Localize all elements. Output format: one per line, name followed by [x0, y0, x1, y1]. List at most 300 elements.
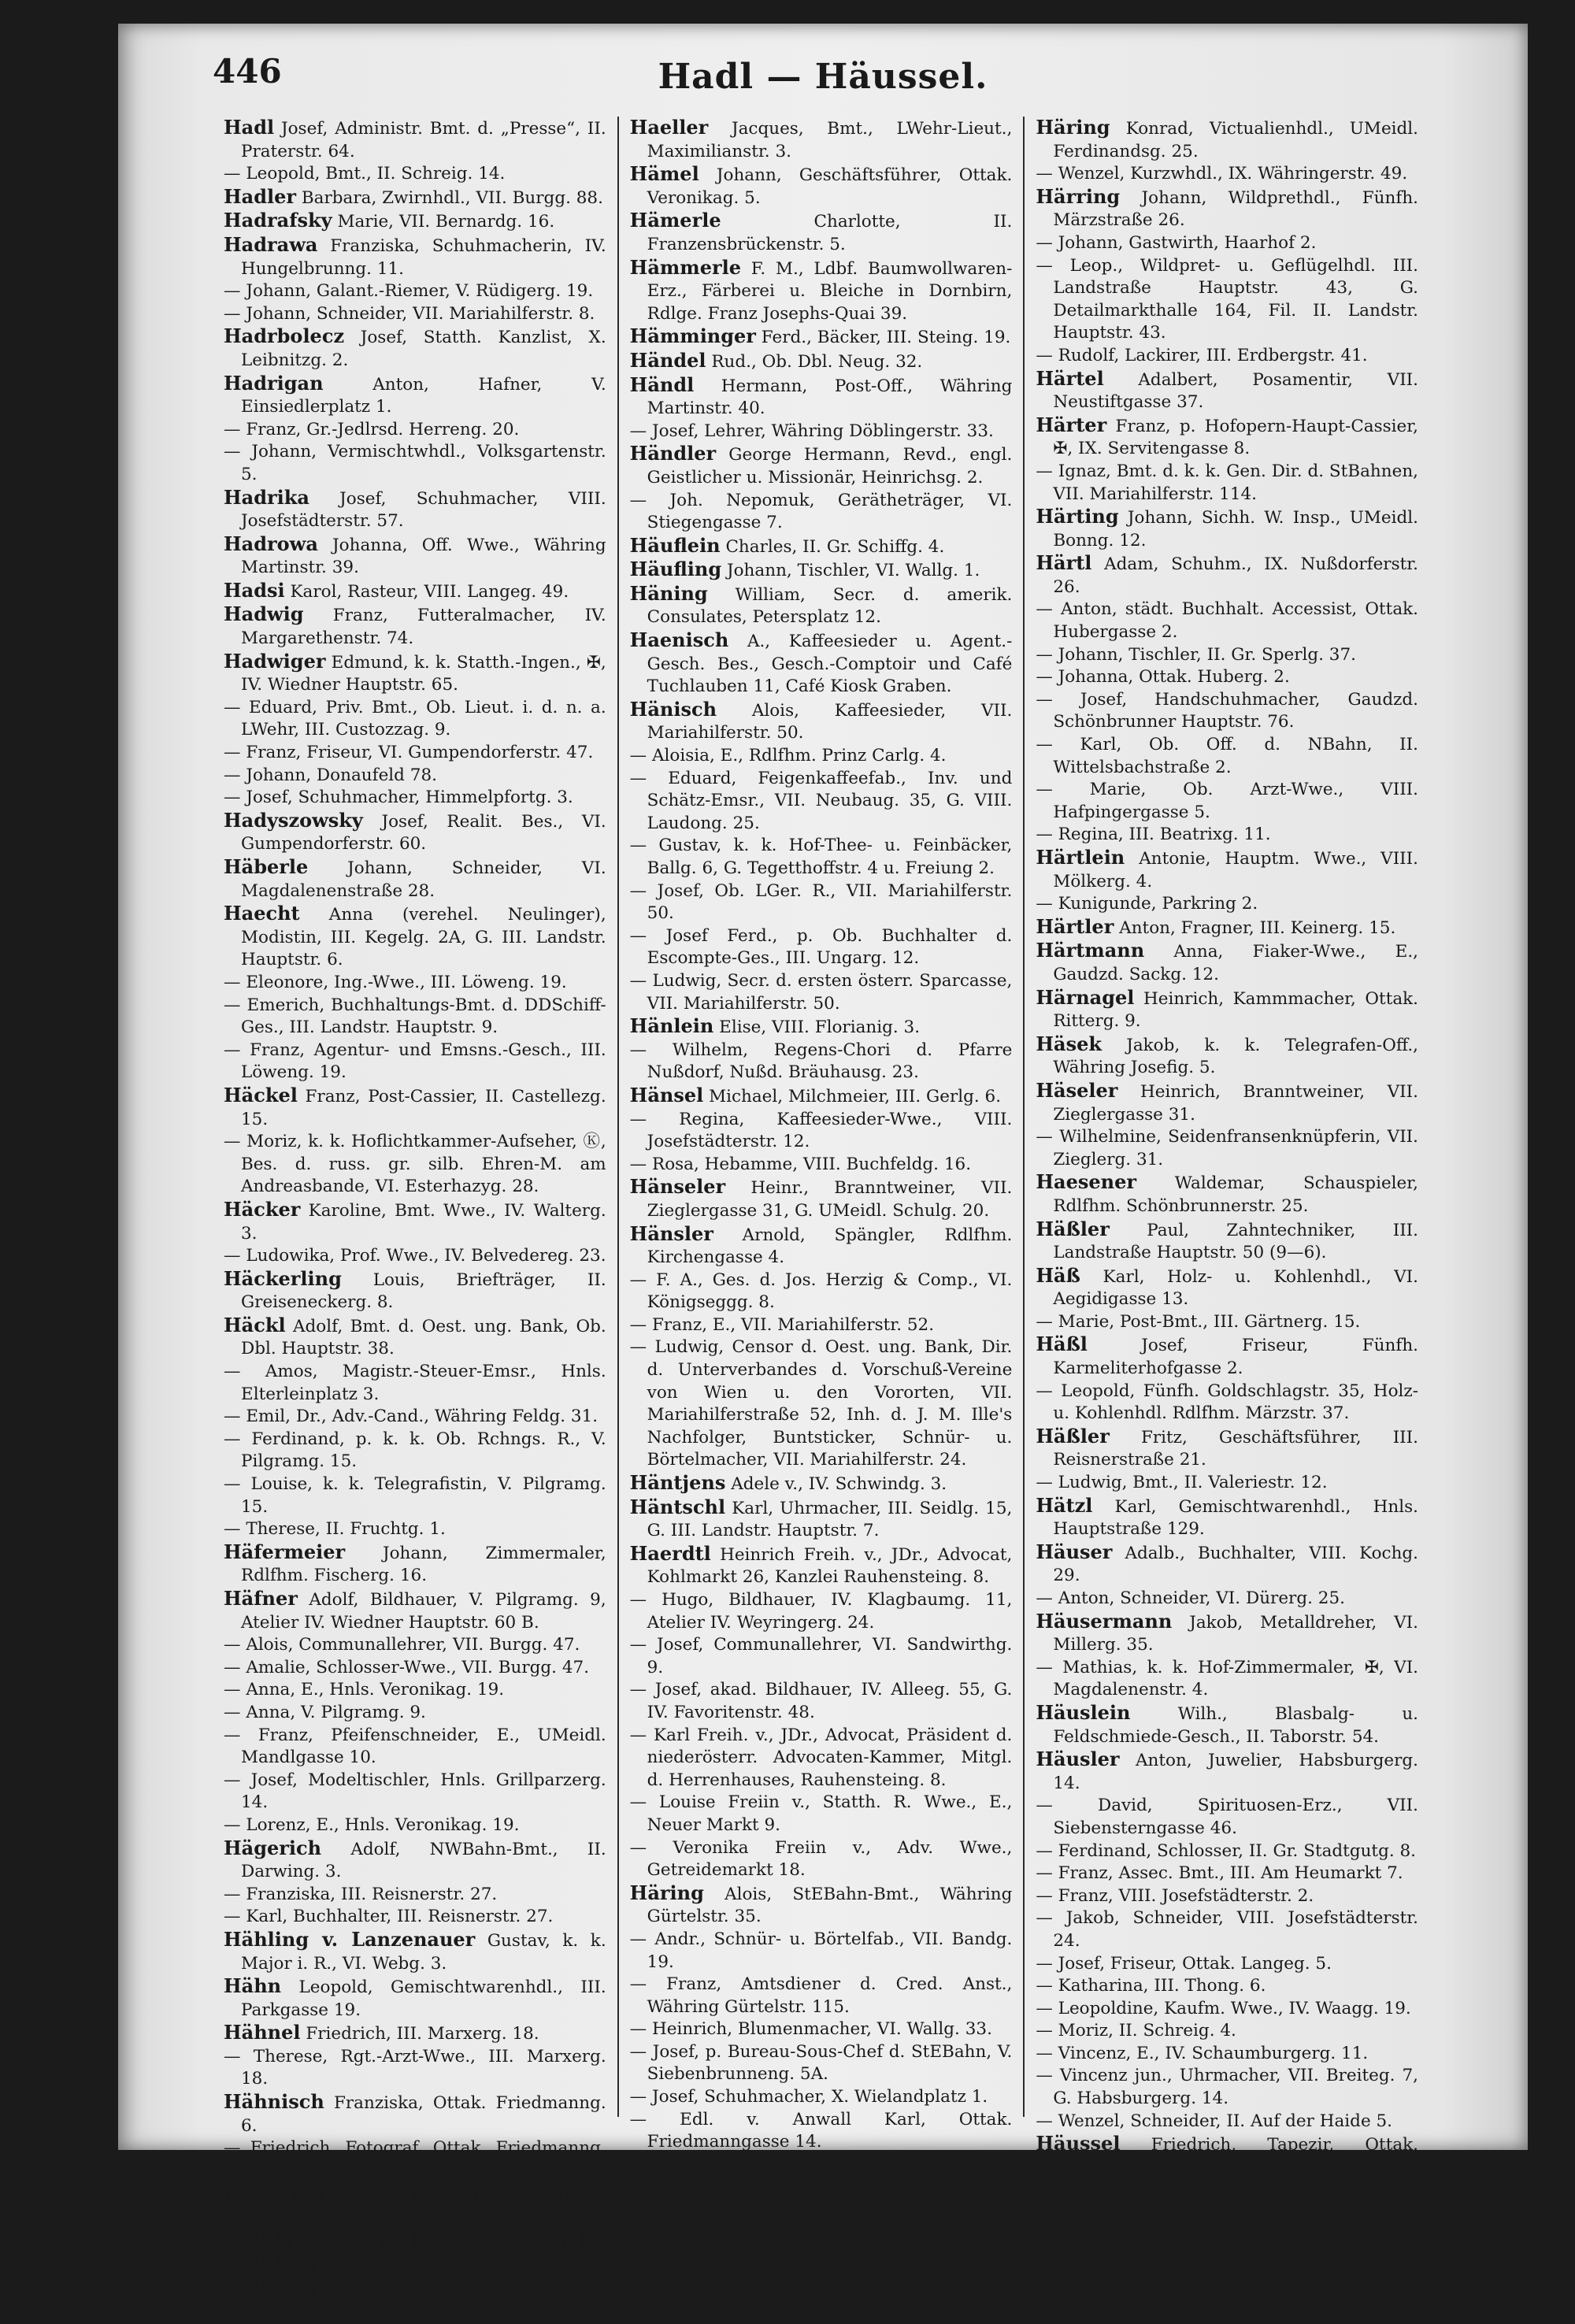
entry-details: Josef, Schuhmacher, VIII. Josefstädterstr. 57. [241, 488, 606, 532]
directory-entry [224, 1361, 606, 1406]
directory-entry [630, 1154, 1013, 1177]
entry-surname: Hägerich [224, 1836, 322, 1859]
entry-details: — Regina, III. Beatrixg. 11. [1036, 825, 1271, 845]
entry-details: — Kunigunde, Parkring 2. [1036, 894, 1258, 914]
directory-entry [630, 2109, 1013, 2154]
entry-details: Josef, Statth. Kanzlist, X. Leibnitzg. 2. [241, 328, 606, 370]
entry-details: Friedrich, III. Marxerg. 18. [300, 2024, 539, 2044]
entry-details: — Franz, Pfeifenschneider, E., UMeidl. Mandlgasse 10. [224, 1725, 606, 1768]
directory-entry [630, 535, 1013, 559]
entry-surname: Häuser [1036, 1540, 1113, 1563]
directory-entry [224, 2182, 606, 2229]
entry-surname: Häsek [1036, 1032, 1102, 1055]
directory-entry [224, 856, 606, 903]
directory-entry [224, 1702, 606, 1725]
directory-entry [1036, 666, 1418, 689]
entry-surname: Haenisch [629, 628, 729, 652]
entry-surname: Hähnel [224, 2021, 301, 2044]
entry-details: Josef, Friseur, Fünfh. Karmeliterhofgasse 2. [1053, 1336, 1419, 1379]
entry-surname: Hälkisch [224, 2252, 317, 2276]
directory-entry [224, 1679, 606, 1702]
entry-details: — Anna, V. Pilgramg. 9. [224, 1702, 426, 1722]
entry-details: — Franz, Assec. Bmt., III. Am Heumarkt 7. [1036, 1863, 1403, 1884]
entry-details: Johann, Schneider, VI. Magdalenenstraße 28. [241, 858, 606, 901]
directory-entry [630, 2086, 1013, 2109]
directory-entry [1036, 1381, 1418, 1425]
directory-entry [224, 2229, 606, 2254]
directory-entry [224, 2137, 606, 2182]
entry-surname: Häßler [1036, 1424, 1110, 1447]
directory-entry [1036, 1541, 1418, 1588]
entry-details: — Josef, Schuhmacher, Himmelpfortg. 3. [224, 788, 573, 808]
directory-entry [1036, 506, 1418, 552]
entry-details: — Eduard, Feigenkaffeefab., Inv. und Schätz-Emsr., VII. Neubaug. 35, G. VIII. Laudong. 25. [629, 768, 1013, 833]
entry-details: Arnold, Spängler, Rdlfhm. Kirchengasse 4. [647, 1225, 1013, 1268]
directory-entry [224, 1588, 606, 1634]
entry-details: — Therese, II. Fruchtg. 1. [224, 1519, 446, 1540]
directory-entry [630, 1084, 1013, 1109]
entry-details: — Wenzel, Kurzwhdl., IX. Währingerstr. 49. [1036, 164, 1408, 184]
directory-entry [630, 925, 1013, 970]
entry-surname: Haesener [1036, 1170, 1136, 1194]
directory-entry [1036, 345, 1418, 368]
directory-entry [1036, 2020, 1418, 2043]
entry-details: Adolf, Bmt. d. Oest. ung. Bank, Ob. Dbl. Hauptstr. 38. [241, 1316, 606, 1359]
entry-details: — Karl, Ob. Off. d. NBahn, II. Wittelsbachstraße 2. [1036, 735, 1419, 777]
directory-entry [224, 1199, 606, 1245]
entry-surname: Häntschl [629, 1495, 726, 1518]
directory-entry [224, 765, 606, 788]
entry-details: Konrad, Victualienhdl., UMeidl. Ferdinandsg. 25. [1053, 119, 1419, 161]
entry-details: Elise, VIII. Florianig. 3. [713, 1017, 921, 1038]
entry-details: — Josef, p. Bureau-Sous-Chef d. StEBahn, V. Siebenbrunneng. 5A. [629, 2041, 1013, 2085]
directory-entry [630, 1882, 1013, 1929]
entry-details: — Jakob, Schneider, VIII. Josefstädterstr. 24. [1036, 1908, 1419, 1951]
entry-surname: Häßler [1036, 1217, 1110, 1240]
directory-entry [1036, 232, 1418, 255]
entry-surname: Härtmann [1036, 939, 1145, 962]
column-left [213, 116, 617, 2322]
entry-details: Adalbert, Posamentir, VII. Neustiftgasse 37. [1053, 369, 1419, 413]
directory-entry [224, 1541, 606, 1588]
entry-surname: Hähn [224, 1974, 282, 1998]
entry-surname: Hälbig [224, 2228, 295, 2252]
entry-details: Friedrich, Tapezir, Ottak. Abelegasse 18. [1053, 2135, 1419, 2178]
entry-details: Anton, Hafner, V. Einsiedlerplatz 1. [241, 374, 606, 417]
directory-entry [630, 1314, 1013, 1337]
entry-details: — Friedrich, Fotograf, Ottak. Friedmanng. 6. [224, 2138, 606, 2181]
entry-details: Adam, Schuhm., IX. Nußdorferstr. 26. [1053, 554, 1419, 597]
directory-entry [224, 1406, 606, 1429]
entry-surname: Händel [629, 348, 706, 372]
directory-entry [1036, 2111, 1418, 2133]
directory-entry [630, 257, 1013, 326]
entry-details: Arnold, Priv. Bmt., V. Spengerg. 1. [295, 2231, 594, 2252]
entry-details: — Johann, Galant.-Riemer, V. Rüdigerg. 19. [224, 281, 594, 302]
directory-entry [1036, 186, 1418, 232]
directory-entry [1036, 1495, 1418, 1541]
entry-details: — Hugo, Bildhauer, IV. Klagbaumg. 11, Atelier IV. Weyringerg. 24. [629, 1590, 1013, 1633]
directory-entry [224, 1634, 606, 1657]
directory-entry [224, 2278, 606, 2324]
directory-entry [630, 1336, 1013, 1472]
directory-entry [1036, 940, 1418, 986]
directory-entry [1036, 1311, 1418, 1334]
entry-details: Josef, Realit. Bes., VI. Gumpendorferstr. 60. [241, 811, 606, 854]
entry-details: — Anna, E., Hnls. Veronikag. 19. [224, 1680, 505, 1700]
directory-entry [224, 1040, 606, 1084]
directory-entry [630, 163, 1013, 209]
entry-details: Gustav, k. k. Major i. R., VI. Webg. 3. [241, 1930, 606, 1974]
directory-entry [1036, 1610, 1418, 1657]
directory-entry [1036, 1998, 1418, 2021]
entry-surname: Hadsi [224, 578, 285, 602]
entry-details: — Alois, Communallehrer, VII. Burgg. 47. [224, 1635, 580, 1655]
entry-details: F. M., Ldbf. Baumwollwaren-Erz., Färberei u. Bleiche in Dornbirn, Rdlge. Franz Josephs-Quai 39. [647, 258, 1013, 324]
entry-details: Anna (verehel. Neulinger), Modistin, III. Kegelg. 2A, G. III. Landstr. Hauptstr. 6. [241, 905, 606, 970]
entry-surname: Hähnrich [224, 2181, 324, 2205]
directory-entry [1036, 734, 1418, 779]
directory-entry [224, 787, 606, 810]
entry-details: Rud., Ob. Dbl. Neug. 32. [706, 351, 923, 372]
entry-surname: Händler [629, 442, 717, 465]
entry-surname: Hadrawa [224, 232, 318, 256]
entry-details: Adalb., Buchhalter, VIII. Kochg. 29. [1053, 1543, 1419, 1586]
entry-details: Marie, Heilgst. Grinzingerstr. 2. [317, 2255, 598, 2276]
directory-entry [630, 325, 1013, 350]
entry-surname: Härnagel [1036, 985, 1135, 1009]
entry-surname: Häckl [224, 1313, 286, 1336]
entry-details: — Leopold, Bmt., II. Schreig. 14. [224, 164, 506, 184]
entry-details: Johann, Sichh. W. Insp., UMeidl. Bonng. 12. [1053, 508, 1419, 550]
entry-details: — Ludowika, Prof. Wwe., IV. Belvedereg. 23. [224, 1246, 606, 1266]
entry-details: — Emil, Dr., Adv.-Cand., Währing Feldg. 31. [224, 1407, 598, 1427]
directory-entry [224, 1429, 606, 1473]
entry-surname: Häcker [224, 1197, 301, 1221]
entry-details: Adele v., IV. Schwindg. 3. [725, 1474, 947, 1495]
directory-entry [224, 603, 606, 650]
directory-entry [224, 163, 606, 186]
entry-details: — Johanna, Ottak. Huberg. 2. [1036, 667, 1290, 688]
entry-surname: Häckel [224, 1083, 298, 1106]
entry-details: — David, Spirituosen-Erz., VII. Siebensterngasse 46. [1036, 1796, 1419, 1838]
directory-entry [1036, 1080, 1418, 1126]
directory-entry [630, 1223, 1013, 1269]
entry-details: Wilh., Blasbalg- u. Feldschmiede-Gesch., II. Taborstr. 54. [1053, 1703, 1419, 1747]
directory-entry [224, 1084, 606, 1131]
directory-entry [224, 2253, 606, 2278]
entry-details: — Franz, Gr.-Jedlrsd. Herreng. 20. [224, 419, 520, 439]
entry-details: — Johann, Donaufeld 78. [224, 765, 437, 785]
entry-details: — Edl. v. Anwall Karl, Ottak. Friedmanngasse 14. [629, 2109, 1013, 2152]
directory-entry [1036, 1333, 1418, 1380]
directory-entry [224, 186, 606, 210]
directory-entry [224, 487, 606, 533]
directory-entry [224, 995, 606, 1040]
entry-details: — Eleonore, Ing.-Wwe., III. Löweng. 19. [224, 972, 567, 992]
entry-surname: Hadrowa [224, 532, 318, 555]
entry-details: Adolf, Bildhauer, V. Pilgramg. 9, Atelier IV. Wiedner Hauptstr. 60 B. [241, 1590, 606, 1633]
entry-surname: Hadrigan [224, 371, 324, 395]
entry-details: Anton, Juwelier, Habsburgerg. 14. [1053, 1751, 1419, 1793]
entry-details: Johann, Geschäftsführer, Ottak. Veronikag. 5. [647, 165, 1013, 208]
directory-entry [1036, 2133, 1418, 2179]
entry-details: Jakob, k. k. Telegrafen-Off., Währing Josefig. 5. [1053, 1035, 1419, 1078]
directory-entry [630, 1725, 1013, 1792]
entry-surname: Hälkisch [224, 2276, 317, 2300]
entry-details: — Rudolf, Lackirer, III. Erdbergstr. 41. [1036, 345, 1368, 365]
entry-details: — Ferdinand, Schlosser, II. Gr. Stadtgutg. 8. [1036, 1840, 1417, 1861]
directory-entry [224, 373, 606, 419]
directory-entry [1036, 916, 1418, 940]
entry-surname: Hadrafsky [224, 209, 332, 232]
entry-details: Franz, Futteralmacher, IV. Margarethenstr. 74. [241, 606, 606, 649]
entry-details: George Hermann, Revd., engl. Geistlicher u. Missionär, Heinrichsg. 2. [647, 445, 1013, 487]
entry-details: — Johann, Schneider, VII. Mariahilferstr. 8. [224, 303, 595, 324]
entry-details: — Moriz, II. Schreig. 4. [1036, 2021, 1236, 2041]
directory-entry [630, 117, 1013, 163]
entry-surname: Hadwig [224, 602, 304, 626]
entry-surname: Hämminger [629, 324, 756, 348]
directory-entry [1036, 1425, 1418, 1472]
entry-details: — Anton, städt. Buchhalt. Accessist, Ottak. Hubergasse 2. [1036, 599, 1419, 643]
directory-entry [224, 1518, 606, 1541]
entry-details: William, Secr. d. amerik. Consulates, Petersplatz 12. [647, 584, 1013, 628]
entry-details: — Lorenz, E., Hnls. Veronikag. 19. [224, 1814, 520, 1835]
directory-entry [224, 533, 606, 580]
entry-details: — Heinrich, Blumenmacher, VI. Wallg. 33. [629, 2019, 992, 2040]
directory-columns [213, 116, 1429, 2322]
directory-entry [224, 1314, 606, 1361]
directory-entry [1036, 255, 1418, 345]
entry-surname: Häusler [1036, 1748, 1120, 1771]
directory-entry [630, 558, 1013, 583]
directory-entry [630, 2041, 1013, 2086]
entry-details: Johann, Wildprethdl., Fünfh. Märzstraße 26. [1053, 187, 1419, 231]
entry-surname: Händl [629, 373, 695, 396]
entry-details: Fritz, Geschäftsführer, III. Reisnerstraße 21. [1053, 1427, 1419, 1470]
entry-details: Johann, Fragner, X. Bucheng. 83. [241, 2185, 606, 2228]
entry-surname: Hänisch [629, 697, 717, 721]
entry-details: — Franziska, III. Reisnerstr. 27. [224, 1884, 498, 1904]
directory-entry [224, 234, 606, 280]
entry-details: — Marie, Post-Bmt., III. Gärtnerg. 15. [1036, 1311, 1361, 1332]
entry-surname: Härtel [1036, 366, 1104, 390]
directory-entry [630, 1974, 1013, 2018]
entry-details: Hermann, Post-Off., Währing Martinstr. 40. [647, 376, 1013, 419]
entry-details: Franziska, Schuhmacherin, IV. Hungelbrunng. 11. [241, 235, 606, 279]
directory-entry [1036, 1033, 1418, 1080]
entry-details: Karl, Gemischtwarenhdl., Hnls. Hauptstraße 129. [1053, 1496, 1419, 1540]
directory-entry [1036, 1863, 1418, 1885]
entry-surname: Hadrika [224, 485, 309, 509]
entry-details: — Andr., Schnür- u. Börtelfab., VII. Bandg. 19. [629, 1929, 1013, 1972]
directory-entry [630, 1015, 1013, 1040]
directory-entry [1036, 461, 1418, 506]
entry-surname: Härtler [1036, 914, 1114, 938]
entry-details: — Vincenz jun., Uhrmacher, VII. Breiteg. 7, G. Habsburgerg. 14. [1036, 2066, 1419, 2109]
directory-entry [224, 650, 606, 697]
entry-details: — Wilhelmine, Seidenfransenknüpferin, VII. Zieglerg. 31. [1036, 1127, 1419, 1169]
entry-details: Johann, Tischler, VI. Wallg. 1. [721, 561, 980, 581]
entry-details: Heinrich, Kammmacher, Ottak. Ritterg. 9. [1053, 988, 1419, 1032]
directory-entry [1036, 1265, 1418, 1311]
entry-surname: Härter [1036, 413, 1107, 436]
entry-details: — Johann, Gastwirth, Haarhof 2. [1036, 232, 1317, 253]
entry-details: — Anton, Schneider, VI. Dürerg. 25. [1036, 1588, 1345, 1608]
entry-details: Josef, Administr. Bmt. d. „Presse“, II. Praterstr. 64. [241, 119, 606, 161]
entry-details: — Mathias, k. k. Hof-Zimmermaler, ✠, VI. Magdalenenstr. 4. [1036, 1657, 1419, 1700]
directory-entry [1036, 1885, 1418, 1908]
directory-entry [630, 629, 1013, 699]
directory-entry [1036, 893, 1418, 916]
entry-details: — Josef, Lehrer, Währing Döblingerstr. 33. [629, 421, 994, 441]
directory-entry [224, 419, 606, 442]
entry-surname: Hähnisch [224, 2090, 324, 2114]
column-middle [617, 116, 1024, 2152]
entry-surname: Hämel [629, 162, 699, 186]
entry-surname: Härring [1036, 184, 1121, 208]
entry-details: A., Kaffeesieder u. Agent.-Gesch. Bes., Gesch.-Comptoir und Café Tuchlauben 11, Café Kiosk Graben. [647, 632, 1013, 697]
entry-surname: Hätzl [1036, 1493, 1093, 1517]
entry-surname: Hadl [224, 116, 275, 139]
directory-entry [630, 1472, 1013, 1496]
entry-details: — Josef, Schuhmacher, X. Wielandplatz 1. [629, 2087, 988, 2107]
entry-details: — Josef, Friseur, Ottak. Langeg. 5. [1036, 1953, 1332, 1974]
entry-details: — Leopoldine, Kaufm. Wwe., IV. Waagg. 19. [1036, 1998, 1411, 2018]
entry-details: Antonie, Hauptm. Wwe., VIII. Mölkerg. 4. [1053, 849, 1419, 891]
entry-details: Franziska, Ottak. Friedmanng. 6. [241, 2093, 606, 2136]
directory-entry [224, 697, 606, 742]
directory-entry [1036, 779, 1418, 824]
entry-details: — Wilhelm, Regens-Chori d. Pfarre Nußdorf, Nußd. Bräuhausg. 23. [629, 1040, 1013, 1083]
directory-entry [1036, 644, 1418, 667]
directory-entry [1036, 1588, 1418, 1610]
entry-details: Waldemar, Schauspieler, Rdlfhm. Schönbrunnerstr. 25. [1053, 1173, 1419, 1216]
directory-page [118, 24, 1528, 2322]
entry-surname: Häuslein [1036, 1700, 1131, 1724]
directory-entry [630, 421, 1013, 443]
entry-details: Heinrich Freih. v., JDr., Advocat, Kohlmarkt 26, Kanzlei Rauhensteing. 8. [647, 1544, 1013, 1588]
directory-entry [224, 2091, 606, 2137]
entry-details: Alois, Kaffeesieder, VII. Mariahilferstr. 50. [647, 700, 1013, 743]
directory-entry [224, 1268, 606, 1314]
entry-details: — Karl Freih. v., JDr., Advocat, Präsident d. niederösterr. Advocaten-Kammer, Mitgl. d. Herrenhauses, Rauhensteing. 8. [629, 1725, 1013, 1790]
directory-entry [224, 117, 606, 163]
entry-details: — Franz, Friseur, VI. Gumpendorferstr. 47. [224, 743, 594, 763]
entry-surname: Häßl [1036, 1333, 1088, 1356]
entry-details: — Johann, Vermischtwhdl., Volksgartenstr. 5. [224, 442, 606, 484]
directory-entry [630, 1634, 1013, 1679]
directory-entry [224, 1975, 606, 2022]
entry-surname: Hadyszowsky [224, 808, 363, 832]
entry-details: Charles, II. Gr. Schiffg. 4. [720, 536, 945, 557]
directory-entry [630, 1679, 1013, 1724]
directory-entry [1036, 1472, 1418, 1495]
directory-entry [224, 1131, 606, 1199]
entry-surname: Häring [629, 1881, 704, 1904]
entry-details: — Franz, VIII. Josefstädterstr. 2. [1036, 1885, 1314, 1906]
entry-surname: Hämmerle [629, 255, 741, 279]
directory-entry [224, 1837, 606, 1884]
entry-details: — Rosa, Hebamme, VIII. Buchfeldg. 16. [629, 1154, 972, 1174]
directory-entry [1036, 1975, 1418, 1998]
entry-surname: Hänlein [629, 1014, 714, 1038]
column-right [1023, 116, 1429, 2178]
entry-details: — Louise, k. k. Telegrafistin, V. Pilgramg. 15. [224, 1474, 606, 1517]
entry-details: Jakob, Metalldreher, VI. Millerg. 35. [1053, 1612, 1419, 1655]
entry-surname: Häberle [224, 855, 309, 878]
entry-details: — F. A., Ges. d. Jos. Herzig & Comp., VI. Königseggg. 8. [629, 1269, 1013, 1313]
entry-surname: Häussel [1036, 2132, 1121, 2155]
directory-entry [1036, 1907, 1418, 1952]
entry-details: — Eduard, Priv. Bmt., Ob. Lieut. i. d. n. a. LWehr, III. Custozzag. 9. [224, 697, 606, 740]
entry-surname: Hänsel [629, 1083, 704, 1106]
directory-entry [630, 699, 1013, 745]
directory-entry [1036, 847, 1418, 893]
directory-entry [630, 1543, 1013, 1589]
directory-entry [224, 903, 606, 972]
directory-entry [630, 1109, 1013, 1154]
entry-details: Heinrich, Branntweiner, VII. Zieglergasse 31. [1053, 1081, 1419, 1125]
directory-entry [1036, 1840, 1418, 1863]
entry-details: — Franz, Agentur- und Emsns.-Gesch., III. Löweng. 19. [224, 1040, 606, 1083]
entry-surname: Häuflein [629, 533, 721, 557]
entry-details: — Leopold, Fünfh. Goldschlagstr. 35, Holz- u. Kohlenhdl. Rdlfhm. Märzstr. 37. [1036, 1381, 1419, 1424]
directory-entry [630, 768, 1013, 836]
entry-details: — Ludwig, Secr. d. ersten österr. Sparcasse, VII. Mariahilferstr. 50. [629, 970, 1013, 1014]
entry-details: — Ludwig, Bmt., II. Valeriestr. 12. [1036, 1473, 1328, 1493]
entry-surname: Härtlein [1036, 846, 1125, 869]
directory-entry [224, 1473, 606, 1518]
directory-entry [630, 1176, 1013, 1222]
entry-details: — Louise Freiin v., Statth. R. Wwe., E., Neuer Markt 9. [629, 1792, 1013, 1835]
directory-entry [1036, 414, 1418, 461]
entry-details: Franz, Post-Cassier, II. Castellezg. 15. [241, 1086, 606, 1129]
entry-details: Charlotte, II. Franzensbrückenstr. 5. [647, 212, 1013, 254]
entry-details: — Katharina, III. Thong. 6. [1036, 1976, 1266, 1996]
entry-surname: Häntjens [629, 1471, 726, 1495]
entry-surname: Häß [1036, 1263, 1080, 1287]
directory-entry [630, 490, 1013, 535]
directory-entry [224, 1884, 606, 1907]
entry-details: Johanna, Off. Wwe., Währing Martinstr. 39. [241, 535, 606, 578]
entry-details: — Gustav, k. k. Hof-Thee- u. Feinbäcker, Ballg. 6, G. Tegetthoffstr. 4 u. Freiung 2. [629, 836, 1013, 878]
directory-entry [630, 374, 1013, 421]
entry-surname: Hadrbolecz [224, 324, 345, 348]
entry-details: — Amalie, Schlosser-Wwe., VII. Burgg. 47. [224, 1657, 590, 1677]
entry-details: — Josef Ferd., p. Ob. Buchhalter d. Escompte-Ges., III. Ungarg. 12. [629, 925, 1013, 969]
entry-surname: Häusermann [1036, 1609, 1173, 1633]
entry-details: — Marie, Ob. Arzt-Wwe., VIII. Hafpingergasse 5. [1036, 780, 1419, 822]
entry-details: — Josef, Communallehrer, VI. Sandwirthg. 9. [629, 1635, 1013, 1677]
directory-entry [224, 1929, 606, 1975]
entry-details: — Wenzel, Schneider, II. Auf der Haide 5. [1036, 2111, 1393, 2131]
entry-details: — Moriz, k. k. Hoflichtkammer-Aufseher, Ⓚ, Bes. d. russ. gr. silb. Ehren-M. am Andreasbande, VI. Esterhazyg. 28. [224, 1132, 606, 1197]
entry-details: Johann, Zimmermaler, Rdlfhm. Fischerg. 16. [241, 1543, 606, 1586]
entry-details: Leopold, Gemischtwarenhdl., III. Parkgasse 19. [241, 1977, 606, 2020]
directory-entry [630, 583, 1013, 629]
running-header: Hadl — Häussel. [658, 57, 988, 97]
entry-surname: Haerdtl [629, 1541, 711, 1565]
directory-entry [1036, 689, 1418, 734]
directory-entry [1036, 1795, 1418, 1840]
entry-surname: Haecht [224, 902, 300, 925]
directory-entry [224, 1906, 606, 1929]
entry-surname: Häckerling [224, 1266, 342, 1290]
directory-entry [1036, 552, 1418, 599]
entry-surname: Häufling [629, 558, 722, 581]
